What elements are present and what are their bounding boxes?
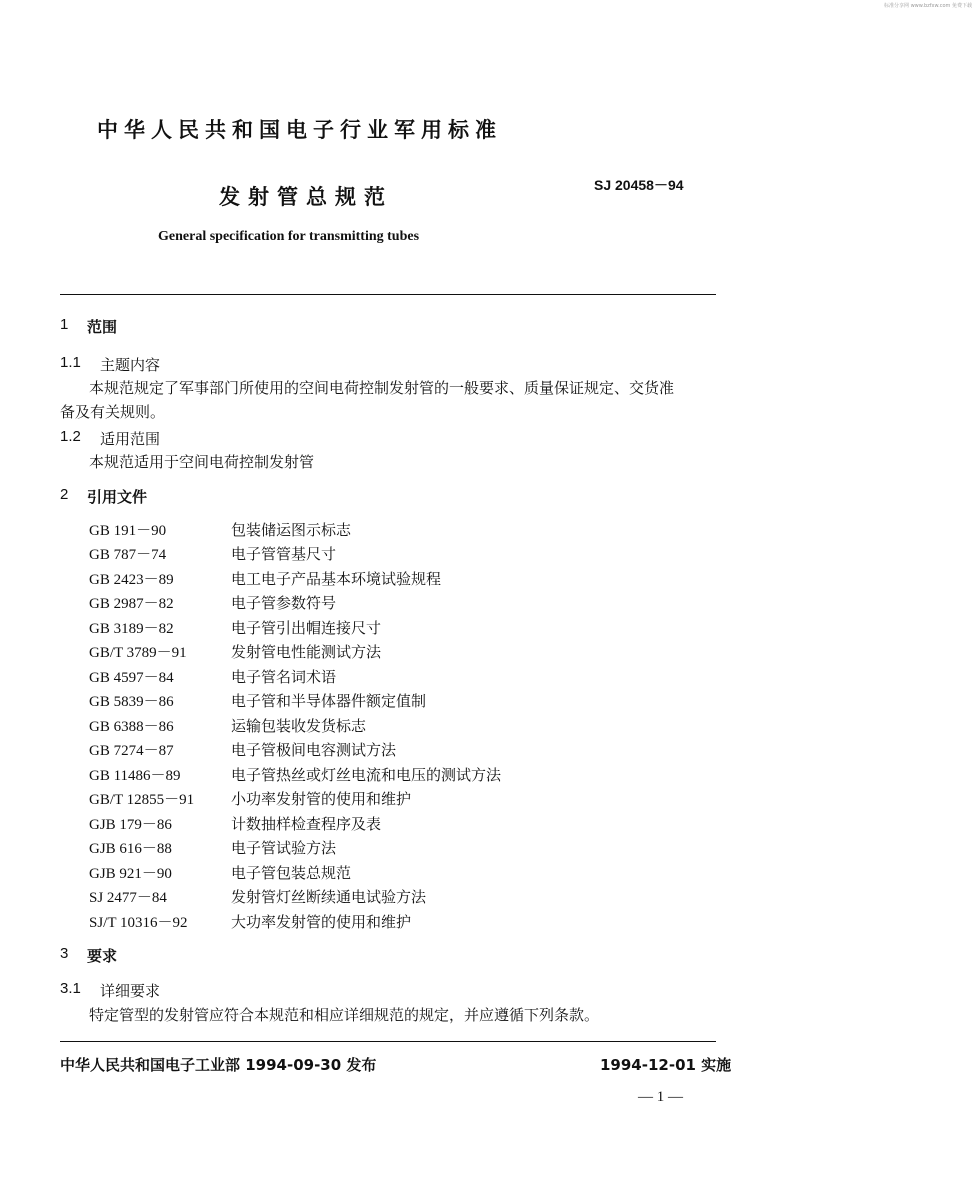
section-3-number: 3 — [60, 945, 69, 962]
reference-code: GB 3189－82 — [89, 621, 174, 637]
reference-name: 电子管试验方法 — [231, 839, 337, 857]
section-1-1-number: 1.1 — [60, 354, 81, 371]
issuer-line: 中华人民共和国电子工业部 1994-09-30 发布 — [60, 1056, 377, 1074]
reference-name: 发射管电性能测试方法 — [231, 643, 382, 661]
reference-name: 电子管参数符号 — [231, 594, 337, 612]
reference-code: GB/T 12855－91 — [89, 792, 195, 808]
section-3-1-number: 3.1 — [60, 980, 81, 997]
reference-code: GB 2987－82 — [89, 596, 174, 612]
effective-date: 1994-12-01 实施 — [600, 1056, 732, 1074]
reference-name: 电子管热丝或灯丝电流和电压的测试方法 — [231, 766, 502, 784]
reference-code: GB 787－74 — [89, 547, 167, 563]
section-1-title: 范围 — [87, 318, 118, 336]
standard-header: 中华人民共和国电子行业军用标准 — [97, 118, 502, 142]
reference-code: GB 6388－86 — [89, 719, 174, 735]
reference-code: GB/T 3789－91 — [89, 645, 187, 661]
reference-name: 电子管和半导体器件额定值制 — [231, 692, 427, 710]
reference-name: 大功率发射管的使用和维护 — [231, 913, 412, 931]
bottom-divider — [60, 1041, 716, 1042]
section-3-1-text: 特定管型的发射管应符合本规范和相应详细规范的规定，并应遵循下列条款。 — [89, 1006, 600, 1024]
reference-name: 发射管灯丝断续通电试验方法 — [231, 888, 427, 906]
reference-name: 电子管名词术语 — [231, 668, 337, 686]
document-title: 发射管总规范 — [219, 185, 393, 209]
section-1-2-title: 适用范围 — [100, 430, 161, 448]
reference-code: GJB 616－88 — [89, 841, 172, 857]
reference-name: 电子管极间电容测试方法 — [231, 741, 397, 759]
section-3-1-title: 详细要求 — [100, 982, 161, 1000]
reference-code: GB 7274－87 — [89, 743, 174, 759]
section-1-number: 1 — [60, 316, 69, 333]
reference-code: GB 11486－89 — [89, 768, 181, 784]
reference-name: 电子管包装总规范 — [231, 864, 352, 882]
reference-name: 电子管引出帽连接尺寸 — [231, 619, 382, 637]
reference-name: 包装储运图示标志 — [231, 521, 352, 539]
top-divider — [60, 294, 716, 295]
page-number: — 1 — — [638, 1089, 683, 1105]
reference-code: SJ 2477－84 — [89, 890, 167, 906]
watermark-text: 标准分享网 www.bzfxw.com 免费下载 — [884, 3, 972, 9]
reference-code: GB 191－90 — [89, 523, 167, 539]
section-2-title: 引用文件 — [87, 488, 148, 506]
reference-code: GB 4597－84 — [89, 670, 174, 686]
section-1-2-number: 1.2 — [60, 428, 81, 445]
reference-name: 电子管管基尺寸 — [231, 545, 337, 563]
reference-name: 运输包装收发货标志 — [231, 717, 367, 735]
reference-code: GJB 179－86 — [89, 817, 172, 833]
reference-code: GB 2423－89 — [89, 572, 174, 588]
reference-name: 小功率发射管的使用和维护 — [231, 790, 412, 808]
section-2-number: 2 — [60, 486, 69, 503]
section-3-title: 要求 — [87, 947, 118, 965]
standard-number: SJ 20458－94 — [594, 177, 684, 193]
section-1-1-text-line2: 备及有关规则。 — [60, 403, 166, 421]
reference-name: 电工电子产品基本环境试验规程 — [231, 570, 442, 588]
document-subtitle: General specification for transmitting tubes — [158, 229, 420, 244]
reference-code: GB 5839－86 — [89, 694, 174, 710]
reference-code: SJ/T 10316－92 — [89, 915, 188, 931]
reference-code: GJB 921－90 — [89, 866, 172, 882]
reference-name: 计数抽样检查程序及表 — [231, 815, 382, 833]
section-1-2-text: 本规范适用于空间电荷控制发射管 — [89, 453, 315, 471]
section-1-1-title: 主题内容 — [100, 356, 161, 374]
section-1-1-text-line1: 本规范规定了军事部门所使用的空间电荷控制发射管的一般要求、质量保证规定、交货准 — [89, 379, 675, 397]
